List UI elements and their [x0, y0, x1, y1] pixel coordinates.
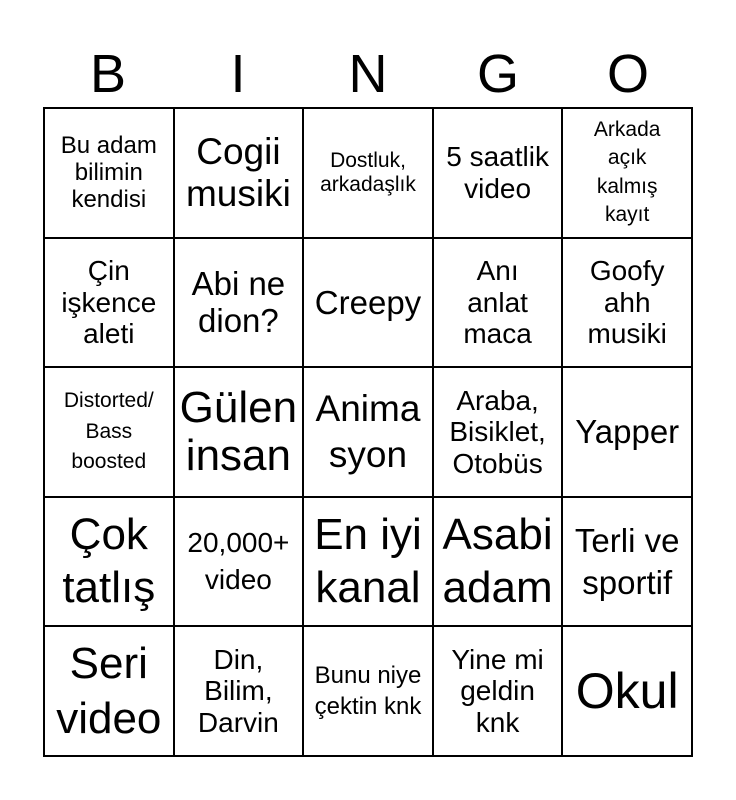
bingo-cell[interactable] — [433, 238, 563, 368]
cell-text: Seri video — [56, 639, 162, 744]
bingo-cell[interactable] — [174, 238, 304, 368]
bingo-cell[interactable] — [44, 108, 174, 238]
cell-text: Abi ne dion? — [191, 265, 286, 340]
bingo-cell[interactable] — [303, 626, 433, 756]
header-letter-n: N — [348, 44, 388, 104]
bingo-cell[interactable] — [562, 108, 692, 238]
cell-text: Dostluk, arkadaşlık — [320, 149, 416, 196]
cell-text: Asabi adam — [442, 509, 553, 612]
bingo-board — [43, 107, 693, 757]
bingo-cell[interactable] — [303, 238, 433, 368]
header-letter-o: O — [606, 44, 649, 104]
bingo-cell[interactable] — [562, 497, 692, 627]
bingo-cell[interactable] — [303, 367, 433, 497]
bingo-cell[interactable] — [174, 497, 304, 627]
cell-text: Araba, Bisiklet, Otobüs — [449, 384, 546, 479]
cell-text: Cogii musiki — [185, 131, 291, 214]
bingo-cell[interactable] — [433, 108, 563, 238]
cell-text: Terli ve sportif — [574, 522, 680, 601]
cell-text: Anima syon — [315, 387, 421, 475]
bingo-cell[interactable] — [44, 626, 174, 756]
cell-text: 20,000+ video — [187, 527, 290, 595]
bingo-header — [43, 40, 693, 108]
cell-text: Distorted/ Bass boosted — [63, 389, 154, 474]
cell-text: Din, Bilim, Darvin — [197, 643, 279, 738]
bingo-cell[interactable] — [174, 108, 304, 238]
header-letter-i: I — [230, 44, 246, 104]
bingo-cell[interactable] — [303, 108, 433, 238]
bingo-cell[interactable] — [433, 367, 563, 497]
bingo-cell[interactable] — [174, 626, 304, 756]
bingo-cell[interactable] — [303, 497, 433, 627]
cell-text: Arkada açık kalmış kayıt — [593, 118, 661, 227]
cell-text: Yapper — [575, 413, 680, 451]
cell-text: Okul — [575, 662, 679, 719]
cell-text: Anı anlat maca — [463, 254, 532, 350]
bingo-cell[interactable] — [44, 497, 174, 627]
cell-text: Bu adam bilimin kendisi — [60, 132, 157, 214]
cell-text: Gülen insan — [179, 382, 298, 480]
cell-text: Goofy ahh musiki — [587, 254, 667, 350]
cell-text: Creepy — [314, 283, 422, 321]
cell-text: En iyi kanal — [314, 509, 422, 612]
bingo-cell[interactable] — [433, 497, 563, 627]
bingo-cell[interactable] — [562, 626, 692, 756]
cell-text: Çok tatlış — [62, 509, 156, 612]
bingo-cell[interactable] — [562, 367, 692, 497]
cell-text: 5 saatlik video — [446, 141, 549, 204]
bingo-cell[interactable] — [562, 238, 692, 368]
bingo-cell[interactable] — [44, 238, 174, 368]
cell-text: Çin işkence aleti — [61, 254, 157, 350]
bingo-cell[interactable] — [44, 367, 174, 497]
bingo-cell[interactable] — [433, 626, 563, 756]
cell-text: Bunu niye çektin knk — [314, 662, 422, 721]
bingo-cell[interactable] — [174, 367, 304, 497]
header-letter-b: B — [89, 44, 127, 104]
header-letter-g: G — [476, 44, 519, 104]
cell-text: Yine mi geldin knk — [451, 643, 544, 738]
